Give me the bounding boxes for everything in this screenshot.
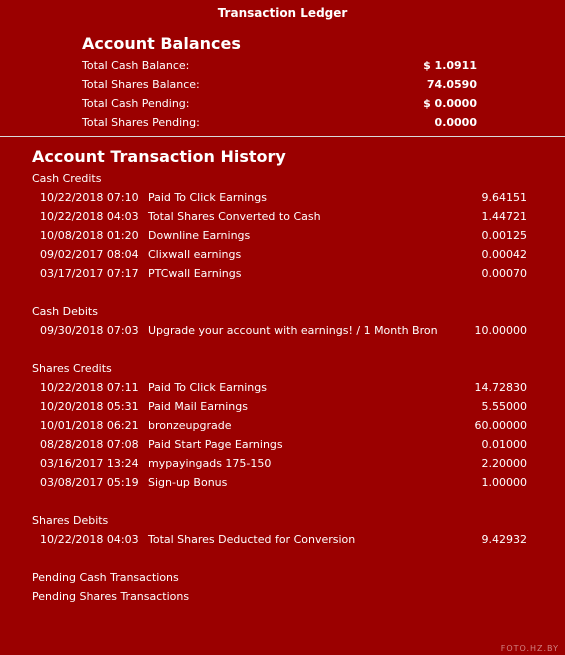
balance-label: Total Shares Balance: bbox=[82, 78, 200, 91]
table-row bbox=[40, 267, 527, 286]
tx-amount: 1.44721 bbox=[481, 210, 527, 223]
balance-label: Total Shares Pending: bbox=[82, 116, 200, 129]
tx-amount: 0.01000 bbox=[481, 438, 527, 451]
tx-description: Total Shares Converted to Cash bbox=[148, 210, 321, 223]
tx-date: 10/22/2018 04:03 bbox=[40, 533, 139, 546]
tx-date: 03/17/2017 07:17 bbox=[40, 267, 139, 280]
tx-date: 10/22/2018 07:11 bbox=[40, 381, 139, 394]
pending-cash-transactions-link[interactable]: Pending Cash Transactions bbox=[32, 571, 179, 584]
watermark: FOTO.HZ.BY bbox=[500, 644, 559, 653]
section-divider bbox=[0, 136, 565, 137]
tx-amount: 9.64151 bbox=[481, 191, 527, 204]
table-row bbox=[40, 476, 527, 495]
balance-value: 0.0000 bbox=[434, 116, 477, 129]
tx-description: mypayingads 175-150 bbox=[148, 457, 272, 470]
tx-description: Paid Mail Earnings bbox=[148, 400, 248, 413]
table-row bbox=[40, 229, 527, 248]
shares-debits-title: Shares Debits bbox=[32, 514, 109, 527]
tx-amount: 1.00000 bbox=[481, 476, 527, 489]
tx-description: Upgrade your account with earnings! / 1 Month Bron bbox=[148, 324, 438, 337]
balance-value: 74.0590 bbox=[426, 78, 477, 91]
tx-amount: 0.00070 bbox=[481, 267, 527, 280]
table-row bbox=[40, 419, 527, 438]
table-row bbox=[40, 210, 527, 229]
balance-value: $ 0.0000 bbox=[423, 97, 477, 110]
tx-amount: 2.20000 bbox=[481, 457, 527, 470]
tx-description: Sign-up Bonus bbox=[148, 476, 228, 489]
tx-amount: 14.72830 bbox=[474, 381, 527, 394]
balance-row-shares bbox=[82, 78, 477, 97]
account-balances-heading: Account Balances bbox=[82, 34, 241, 53]
table-row bbox=[40, 533, 527, 552]
table-row bbox=[40, 324, 527, 343]
tx-date: 10/08/2018 01:20 bbox=[40, 229, 139, 242]
table-row bbox=[40, 191, 527, 210]
tx-date: 08/28/2018 07:08 bbox=[40, 438, 139, 451]
tx-date: 03/16/2017 13:24 bbox=[40, 457, 139, 470]
balance-row-cash bbox=[82, 59, 477, 78]
tx-date: 10/22/2018 07:10 bbox=[40, 191, 139, 204]
tx-description: Downline Earnings bbox=[148, 229, 251, 242]
tx-amount: 9.42932 bbox=[481, 533, 527, 546]
tx-amount: 10.00000 bbox=[474, 324, 527, 337]
tx-date: 10/20/2018 05:31 bbox=[40, 400, 139, 413]
tx-date: 09/30/2018 07:03 bbox=[40, 324, 139, 337]
tx-description: PTCwall Earnings bbox=[148, 267, 242, 280]
shares-credits-title: Shares Credits bbox=[32, 362, 112, 375]
tx-date: 03/08/2017 05:19 bbox=[40, 476, 139, 489]
tx-date: 10/22/2018 04:03 bbox=[40, 210, 139, 223]
tx-description: Paid To Click Earnings bbox=[148, 191, 267, 204]
tx-description: Total Shares Deducted for Conversion bbox=[148, 533, 356, 546]
tx-description: Clixwall earnings bbox=[148, 248, 242, 261]
tx-amount: 5.55000 bbox=[481, 400, 527, 413]
balance-value: $ 1.0911 bbox=[423, 59, 477, 72]
pending-shares-transactions-link[interactable]: Pending Shares Transactions bbox=[32, 590, 190, 603]
tx-description: Paid Start Page Earnings bbox=[148, 438, 283, 451]
table-row bbox=[40, 457, 527, 476]
tx-amount: 0.00125 bbox=[481, 229, 527, 242]
table-row bbox=[40, 438, 527, 457]
tx-date: 10/01/2018 06:21 bbox=[40, 419, 139, 432]
tx-amount: 0.00042 bbox=[481, 248, 527, 261]
tx-description: Paid To Click Earnings bbox=[148, 381, 267, 394]
balance-row-cash-pending bbox=[82, 97, 477, 116]
tx-date: 09/02/2017 08:04 bbox=[40, 248, 139, 261]
table-row bbox=[40, 248, 527, 267]
balance-row-shares-pending bbox=[82, 116, 477, 135]
table-row bbox=[40, 381, 527, 400]
tx-description: bronzeupgrade bbox=[148, 419, 232, 432]
tx-amount: 60.00000 bbox=[474, 419, 527, 432]
balance-label: Total Cash Balance: bbox=[82, 59, 190, 72]
cash-debits-title: Cash Debits bbox=[32, 305, 98, 318]
table-row bbox=[40, 400, 527, 419]
cash-credits-title: Cash Credits bbox=[32, 172, 102, 185]
balance-label: Total Cash Pending: bbox=[82, 97, 190, 110]
page-title: Transaction Ledger bbox=[217, 6, 348, 20]
transaction-history-heading: Account Transaction History bbox=[32, 147, 286, 166]
